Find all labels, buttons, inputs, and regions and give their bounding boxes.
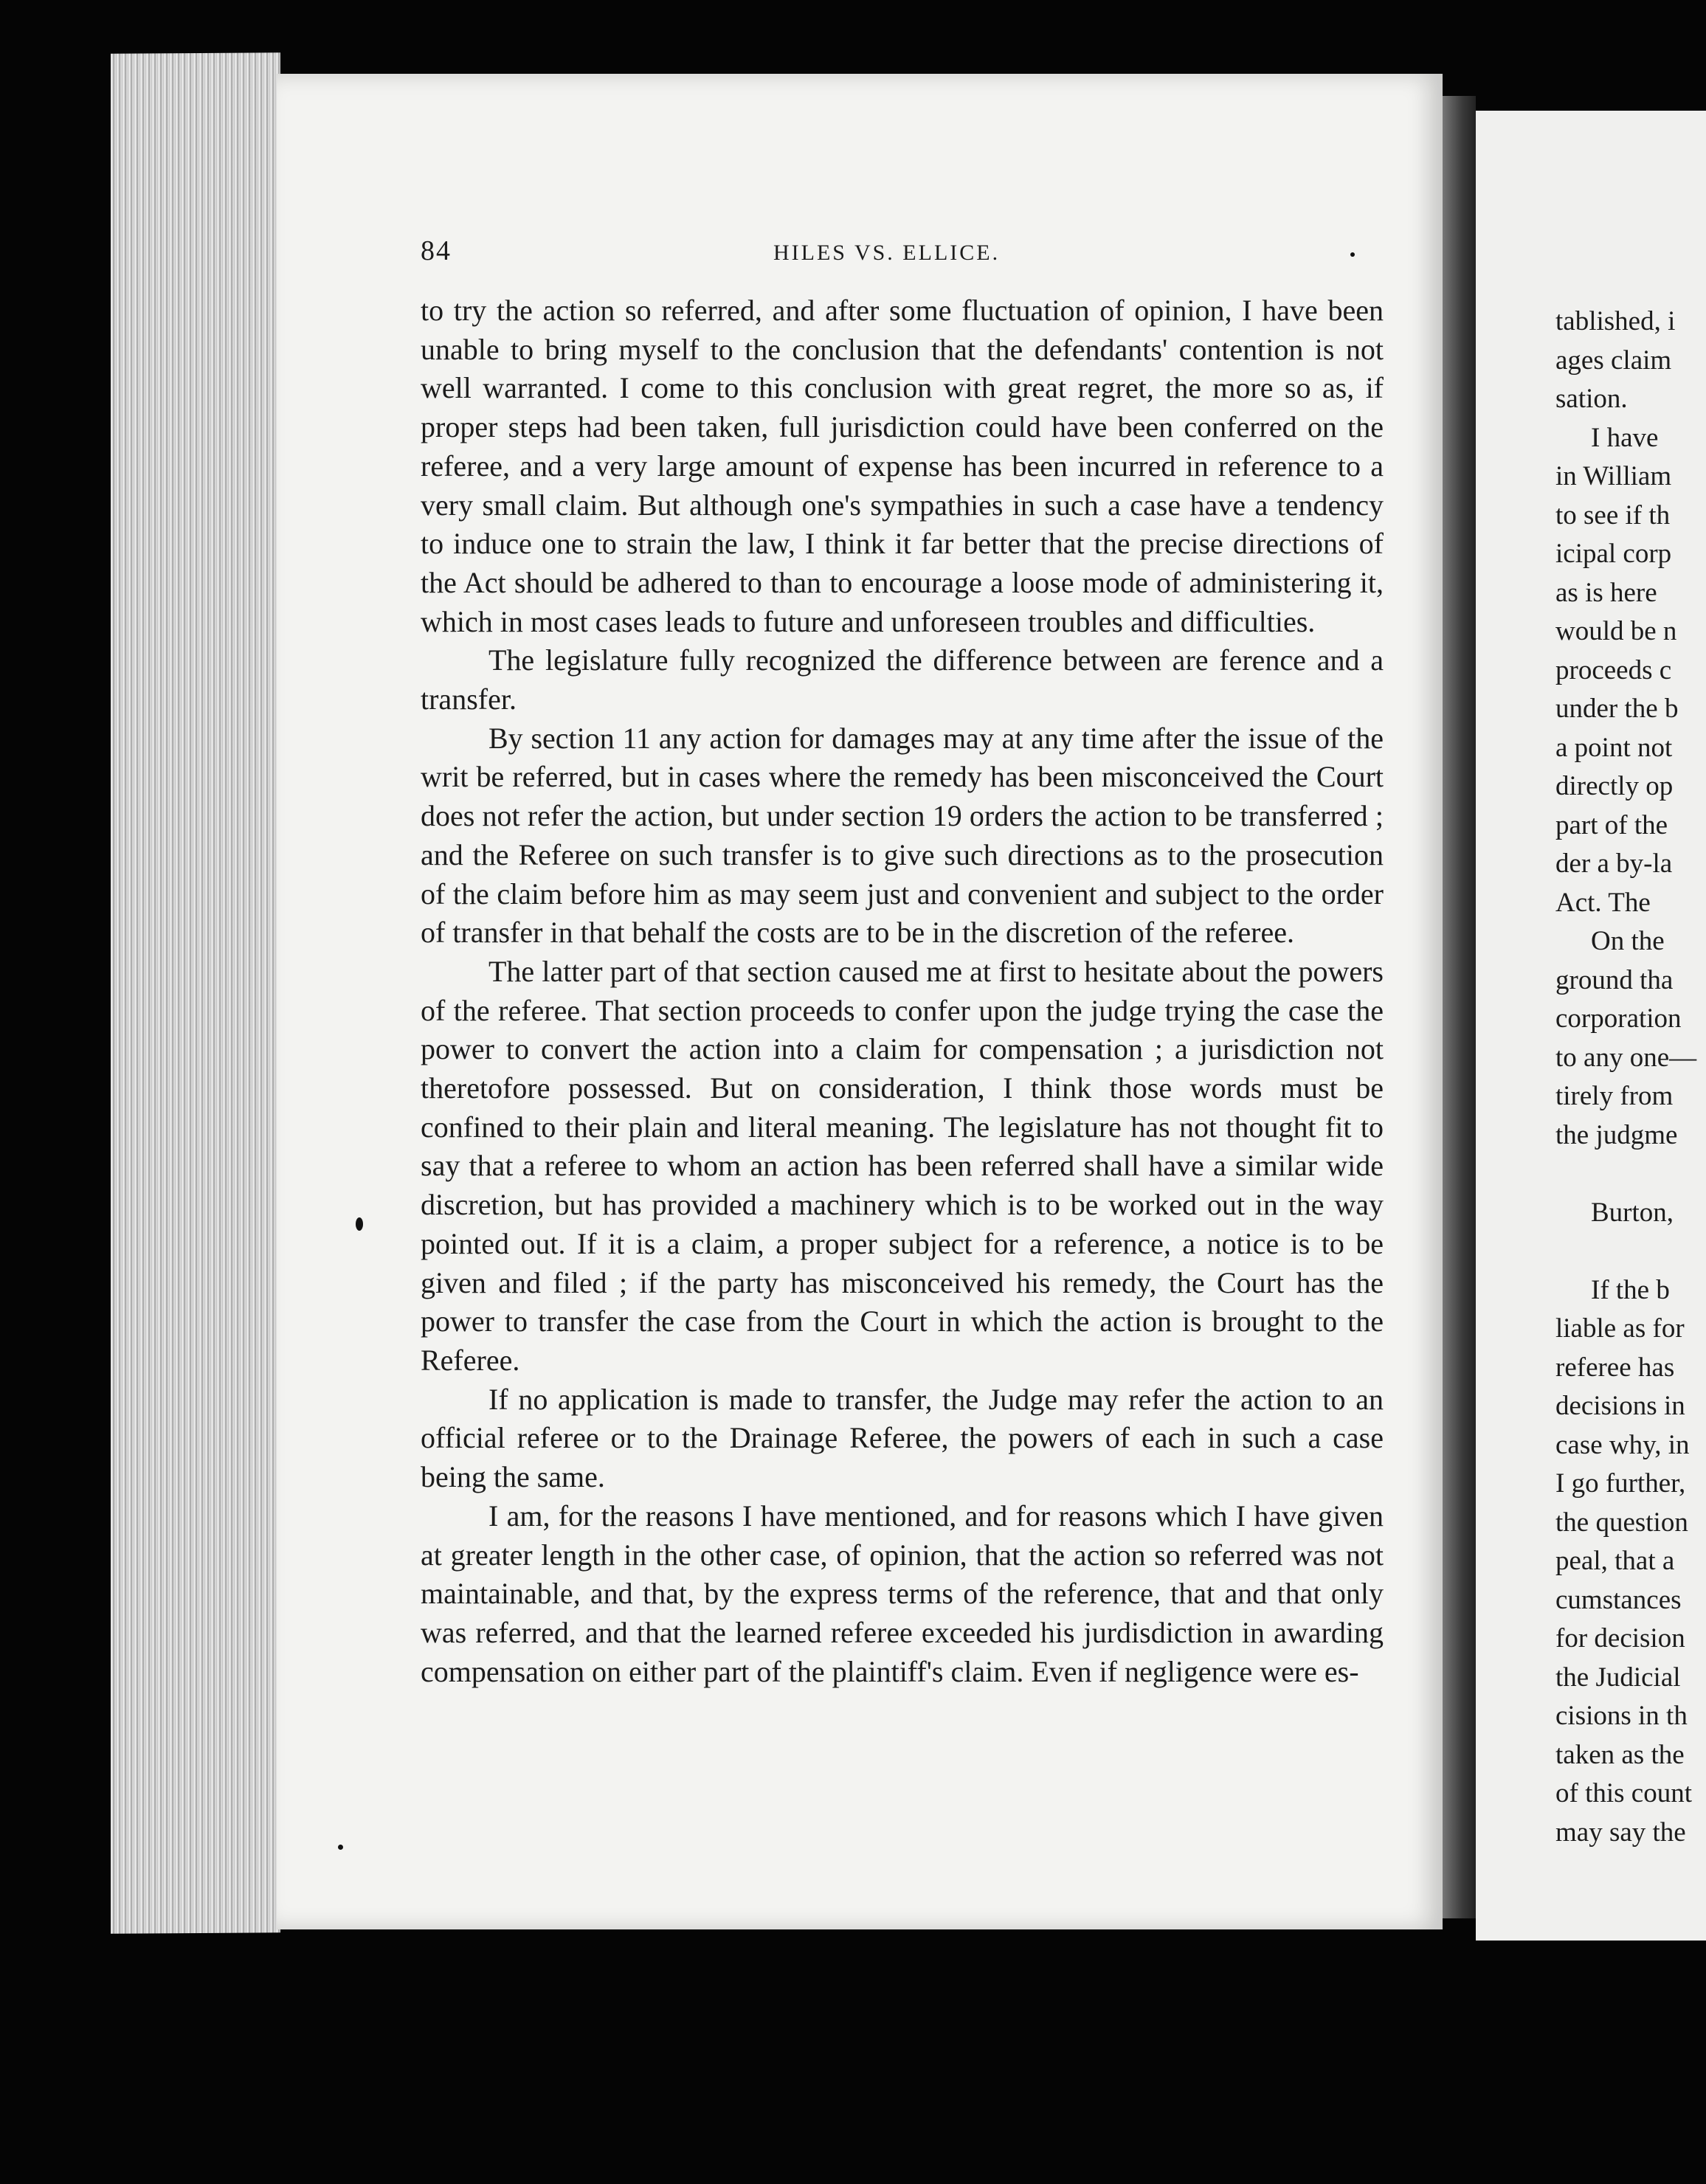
right-page-line: Burton, <box>1591 1197 1674 1228</box>
body-text <box>421 291 1384 1691</box>
paragraph: The latter part of that section caused me at first to hesitate about the powers of the referee. That section proceeds to confer upon the judge trying the case the power to convert the action into a claim for compensation ; a jurisdiction not theretofore possessed. But on consideration, I think those words must be confined to their plain and literal meaning. The legislature has not thought fit to say that a referee to whom an action has been referred shall have a similar wide discretion, but has provided a machinery which is to be worked out in the way pointed out. If it is a claim, a proper subject for a reference, a notice is to be given and filed ; if the party has misconceived his remedy, the Court has the power to transfer the case from the Court in which the action is brought to the Referee. <box>421 954 1384 1377</box>
right-page-line: Act. The <box>1555 887 1651 918</box>
right-page-line: tirely from <box>1555 1081 1674 1111</box>
right-page-line: in William <box>1555 461 1672 491</box>
paragraph: By section 11 any action for damages may at any time after the issue of the writ be referred, but in cases where the remedy has been misconceived the Court does not refer the action, but under section 19 orders the action to be transferred ; and the Referee on such transfer is to give such directions as to the prosecution of the claim before him as may seem just and convenient and subject to the order of transfer in that behalf the costs are to be in the discretion of the referee. <box>421 721 1384 950</box>
right-page-line: decisions in <box>1555 1391 1685 1421</box>
right-page-line: a point not <box>1555 732 1673 763</box>
right-page-line: proceeds c <box>1555 654 1672 685</box>
paragraph: I am, for the reasons I have mentioned, and for reasons which I have given at greater length in the other case, of opinion, that the action so referred was not maintainable, and that, by the express terms of the reference, that and that only was referred, and that the learned referee exceeded his jurdisdiction in awarding compensation on either part of the plaintiff's claim. Even if negligence were es- <box>421 1499 1384 1688</box>
right-page-line: cisions in th <box>1555 1701 1688 1731</box>
ink-speck <box>1350 252 1355 257</box>
right-page-line: the Judicial <box>1555 1662 1681 1693</box>
right-page-line: taken as the <box>1555 1739 1685 1770</box>
right-page-line: to any one— <box>1555 1042 1697 1073</box>
right-page-line: der a by-la <box>1555 849 1673 879</box>
page-number: 84 <box>421 235 452 266</box>
right-page-line: case why, in <box>1555 1429 1690 1460</box>
right-page-line: would be n <box>1555 616 1677 646</box>
right-page-line: peal, that a <box>1555 1546 1675 1576</box>
page-fore-edge <box>111 52 280 1934</box>
right-page-line: ground tha <box>1555 964 1674 995</box>
paragraph: If no application is made to transfer, the Judge may refer the action to an official referee or to the Drainage Referee, the powers of each in such a case being the same. <box>421 1382 1384 1494</box>
paragraph: The legislature fully recognized the difference between are ference and a transfer. <box>421 643 1384 716</box>
right-page-line: I have <box>1591 422 1659 453</box>
right-page-line: referee has <box>1555 1352 1675 1383</box>
right-page-line: I go further, <box>1555 1468 1686 1499</box>
right-page-line: may say the <box>1555 1817 1686 1848</box>
paragraph: to try the action so referred, and after some fluctuation of opinion, I have been unable to bring myself to the conclusion that the defendants' contention is not well warranted. I come to this conclusion with great regret, the more so as, if proper steps had been taken, full jurisdiction could have been conferred on the referee, and a very large amount of expense has been incurred in reference to a very small claim. But although one's sympathies in such a case have a tendency to induce one to strain the law, I think it far better that the precise directions of the Act should be adhered to than to encourage a loose mode of administering it, which in most cases leads to future and unforeseen troubles and difficulties. <box>421 294 1384 638</box>
blank-line <box>1555 1232 1706 1271</box>
right-page-line: cumstances <box>1555 1584 1682 1615</box>
right-page-line: liable as for <box>1555 1313 1685 1344</box>
right-page-line: the judgme <box>1555 1119 1678 1150</box>
right-page-line: the question <box>1555 1507 1688 1538</box>
ink-speck <box>338 1845 343 1850</box>
right-page-line: directly op <box>1555 771 1674 801</box>
right-page-line: of this count <box>1555 1778 1692 1808</box>
book-gutter <box>1443 96 1476 1918</box>
right-page-line: On the <box>1591 926 1665 956</box>
header-title: HILES VS. ELLICE. <box>773 241 1001 265</box>
blank-line <box>1555 1155 1706 1194</box>
right-page-line: for decision <box>1555 1623 1685 1653</box>
ink-speck <box>356 1217 363 1231</box>
right-page-line: corporation <box>1555 1003 1682 1034</box>
right-page-text <box>1555 303 1706 1852</box>
right-page-line: under the b <box>1555 694 1679 724</box>
right-page-line: as is here <box>1555 577 1657 608</box>
right-page-line: tablished, i <box>1555 306 1676 336</box>
right-page-line: to see if th <box>1555 500 1671 531</box>
right-page-line: part of the <box>1555 809 1668 840</box>
right-page-line: sation. <box>1555 384 1628 414</box>
right-page-line: icipal corp <box>1555 539 1672 569</box>
right-page-line: ages claim <box>1555 345 1672 376</box>
right-page-line: If the b <box>1591 1274 1670 1305</box>
